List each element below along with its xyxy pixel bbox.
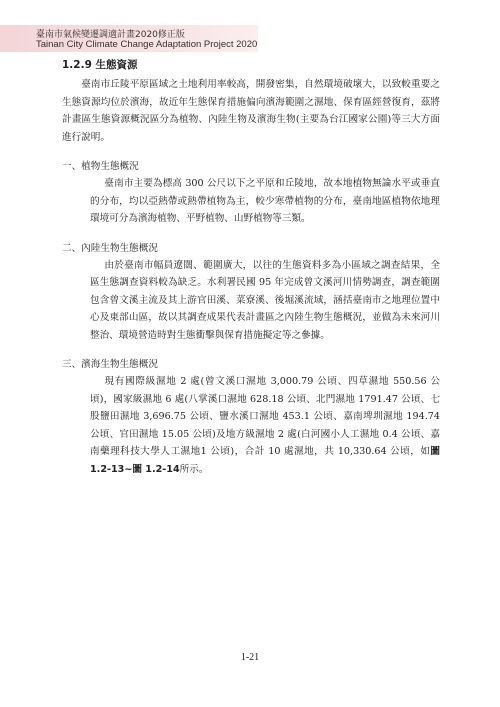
subsection-body-coastal: [90, 373, 440, 478]
subsection-heading-plants: 一、植物生態概況: [62, 161, 139, 172]
page-number: 1-21: [240, 652, 260, 663]
figure-reference[interactable]: 圖 1.2-13~圖 1.2-14: [90, 446, 440, 475]
subsection-body-inland: 由於臺南市幅員遼闊、範圍廣大，以往的生態資料多為小區域之調查結果，全區生態調查資料較為缺乏。水利署民國 95 年完成曾文溪河川情勢調查，調查範圍包含曾文溪主流及其上游官田溪、菜寮溪、後堀溪流域，涵括臺南市之地理位置中心及東部山區，故以其調查成果代表計畫區之內陸生物生態概況，並做為未來河川整治、環境營造時對生態衝擊與保育措施擬定等之參據。: [90, 259, 440, 341]
header-title-zh: 臺南市氣候變遷調適計畫2020修正版: [36, 30, 185, 40]
coastal-body-end: 所示。: [179, 463, 209, 475]
header-title-en: Tainan City Climate Change Adaptation Project 2020: [36, 39, 258, 50]
subsection-heading-coastal: 三、濱海生物生態概況: [62, 359, 158, 370]
subsection-heading-inland: 二、內陸生物生態概況: [62, 242, 158, 254]
section-title: 1.2.9 生態資源: [62, 59, 138, 71]
subsection-body-plants: 臺南市主要為標高 300 公尺以下之平原和丘陵地，故本地植物無論水平或垂直的分布，均以亞熱帶或熱帶植物為主，較少寒帶植物的分布，臺南地區植物依地理環境可分為濱海植物、平野植物、山野植物等三類。: [90, 178, 440, 224]
coastal-body-text: 現有國際級濕地 2 處(曾文溪口濕地 3,000.79 公頃、四草濕地 550.56 公頃)，國家級濕地 6 處(八掌溪口濕地 628.18 公頃、北門濕地 1791.47 公頃、七股鹽田濕地 3,696.75 公頃、鹽水溪口濕地 453.1 公頃、嘉南埤圳濕地 194.74 公頃、官田濕地 15.05 公頃)及地方級濕地 2 處(白河國小人工濕地 0.4 公頃、嘉南藥理科技大學人工濕地1 公頃)，合計 10 處濕地，共 10,330.64 公頃，如: [90, 376, 440, 457]
document-body: [62, 58, 440, 478]
section-intro: 臺南市丘陵平原區域之土地利用率較高，開發密集，自然環境破壞大，以致較重要之生態資源均位於濱海，故近年生態保育措施偏向濱海範圍之濕地、保育區經營復育，茲將計畫區生態資源概況區分為植物、內陸生物及濱海生物(主要為台江國家公園)等三大方面進行說明。: [62, 79, 440, 143]
